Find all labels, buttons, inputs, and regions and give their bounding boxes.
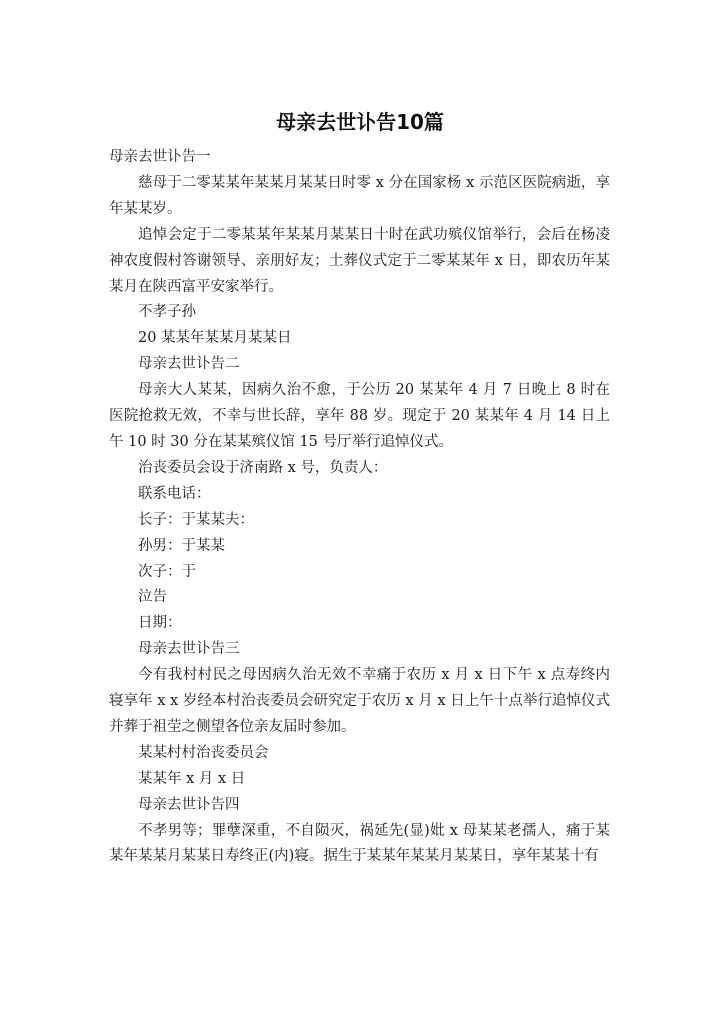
paragraph: 某某年 x 月 x 日 — [138, 770, 246, 787]
paragraph: 联系电话： — [138, 485, 211, 502]
document-title: 母亲去世讣告10篇 — [276, 110, 444, 134]
paragraph: 不孝子孙 — [138, 304, 196, 321]
paragraph: 长子：于某某夫： — [138, 511, 254, 528]
paragraph: 母亲去世讣告三 — [138, 641, 240, 658]
paragraph: 日期： — [138, 615, 182, 632]
paragraph: 治丧委员会设于济南路 x 号，负责人： — [138, 459, 388, 476]
paragraph: 某某村村治丧委员会 — [138, 744, 269, 761]
document-body — [109, 145, 610, 870]
paragraph: 20 某某年某某月某某日 — [138, 330, 292, 347]
paragraph: 泣告 — [138, 589, 167, 606]
paragraph: 母亲去世讣告二 — [138, 356, 240, 373]
paragraph: 次子：于 — [138, 563, 196, 580]
paragraph: 追悼会定于二零某某年某某月某某日十时在武功殡仪馆举行，会后在杨凌神农度假村答谢领导、亲朋好友；土葬仪式定于二零某某年 x 日，即农历年某某月在陕西富平安家举行。 — [109, 226, 610, 295]
paragraph: 慈母于二零某某年某某月某某日时零 x 分在国家杨 x 示范区医院病逝，享年某某岁。 — [109, 174, 610, 217]
paragraph: 不孝男等；罪孽深重，不自陨灭，祸延先(显)妣 x 母某某老孺人，痛于某某年某某月某某日寿终正(内)寝。据生于某某年某某月某某日，享年某某十有 — [109, 822, 610, 865]
paragraph: 母亲大人某某，因病久治不愈，于公历 20 某某年 4 月 7 日晚上 8 时在医院抢救无效，不幸与世长辞，享年 88 岁。现定于 20 某某年 4 月 14 日上午 10 时 30 分在某某殡仪馆 15 号厅举行追悼仪式。 — [109, 382, 610, 450]
paragraph: 孙男：于某某 — [138, 537, 225, 554]
paragraph: 母亲去世讣告一 — [109, 149, 211, 165]
paragraph: 母亲去世讣告四 — [138, 796, 240, 813]
paragraph: 今有我村村民之母因病久治无效不幸痛于农历 x 月 x 日下午 x 点寿终内寝享年 x x 岁经本村治丧委员会研究定于农历 x 月 x 日上午十点举行追悼仪式并葬于祖茔之侧望各位亲友届时参加。 — [109, 667, 610, 735]
